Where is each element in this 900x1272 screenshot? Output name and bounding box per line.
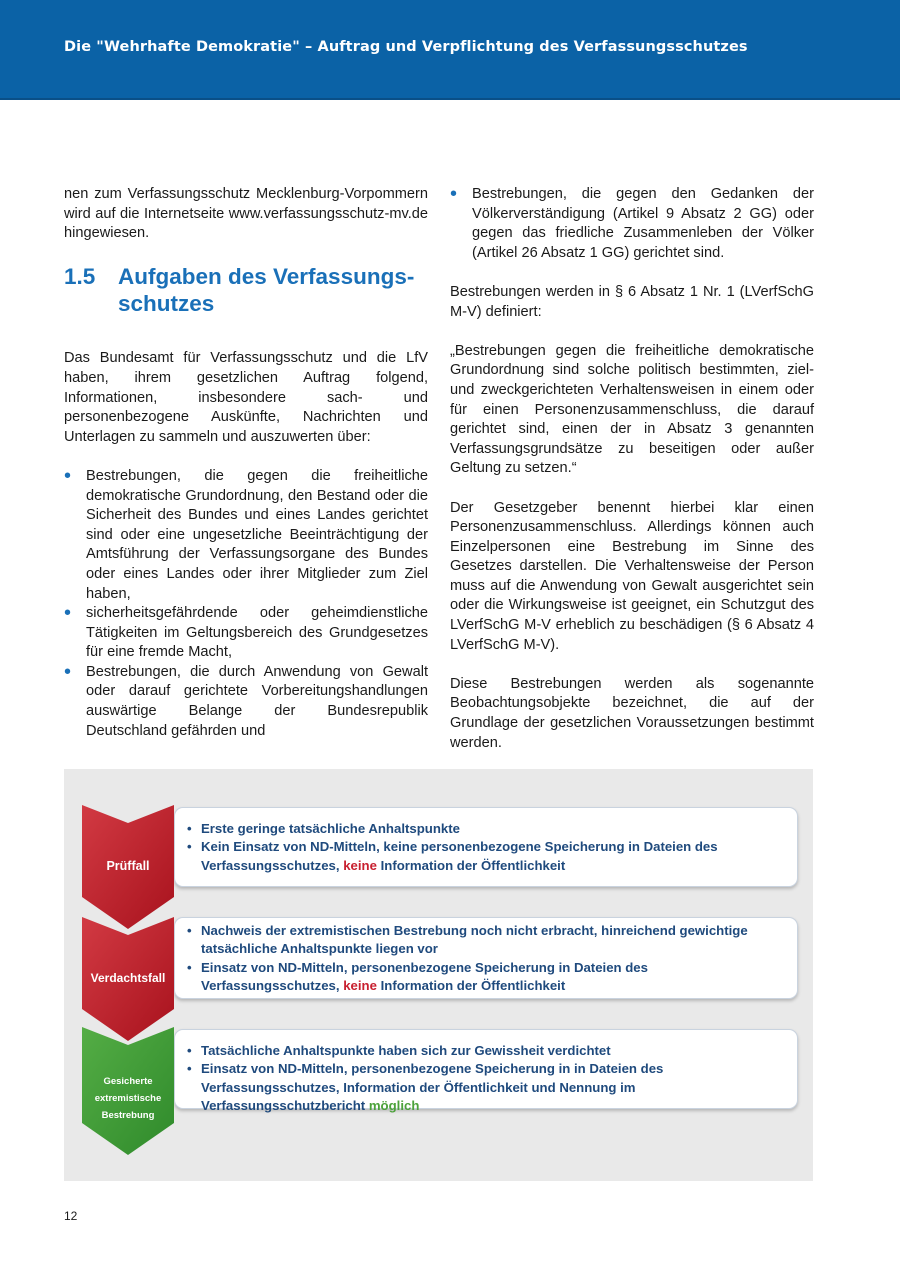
body-paragraph: Bestrebungen werden in § 6 Absatz 1 Nr. 1 (LVerfSchG M-V) definiert: xyxy=(450,283,814,320)
stage-point: • Nachweis der extremistischen Bestrebung noch nicht erbracht, hinreichend gewichtige tatsächliche Anhaltspunkte liegen vor xyxy=(187,922,785,959)
header-bar xyxy=(0,0,900,100)
stage-point: • Erste geringe tatsächliche Anhaltspunkte xyxy=(187,820,785,838)
right-column xyxy=(450,185,814,812)
body-paragraph: Der Gesetzgeber benennt hierbei klar einen Personenzusammenschluss. Allerdings können auch Einzelpersonen eine Bestrebung im Sinne des Gesetzes darstellen. Die Verhaltensweise der Person muss auf die Anwendung von Gewalt ausgerichtet sein oder die Wirkungsweise ist geeignet, ein Schutzgut des LVerfSchG M-V erheblich zu beschädigen (§ 6 Absatz 4 LVerfSchG M-V). xyxy=(450,499,814,653)
chevron-verdachtsfall xyxy=(82,917,174,1041)
bullet-item: • sicherheitsgefährdende oder geheimdienstliche Tätigkeiten im Geltungsbereich des Grundgesetzes für eine fremde Macht, xyxy=(64,604,428,663)
bullet-item: • Bestrebungen, die gegen die freiheitliche demokratische Grundordnung, den Bestand oder die Sicherheit des Bundes und eines Landes gerichtet sind oder eine ungesetzliche Beeinträchtigung der Amtsführung der Verfassungsorgane des Bundes oder eines Landes oder ihrer Mitglieder zum Ziel haben, xyxy=(64,467,428,604)
chevron-prueffall xyxy=(82,805,174,929)
stage-box-gesichert xyxy=(174,1029,798,1114)
highlight-keine: keine xyxy=(343,857,377,873)
body-paragraph: Diese Bestrebungen werden als sogenannte Beobachtungsobjekte bezeichnet, die auf der Grundlage der gesetzlichen Voraussetzungen bestimmt werden. xyxy=(450,675,814,751)
stage-point: • Einsatz von ND-Mitteln, personenbezogene Speicherung in Dateien des Verfassungsschutzes, keine Information der Öffentlichkeit xyxy=(187,959,785,996)
highlight-keine: keine xyxy=(343,978,377,994)
stage-label: Verdachtsfall xyxy=(90,971,166,985)
quote-paragraph: „Bestrebungen gegen die freiheitliche demokratische Grundordnung sind solche politisch bestimmten, ziel- und zweckgerichteten Verhaltensweisen in einem oder für einen Personenzusammenschluss, die darauf gerichtet sind, einen der in Absatz 3 genannten Verfassungsgrundsätze zu beseitigen oder außer Geltung zu setzen.“ xyxy=(450,342,814,477)
intro-paragraph: nen zum Verfassungsschutz Mecklenburg-Vorpommern wird auf die Internetseite www.verfassungsschutz-mv.de hingewiesen. xyxy=(64,186,428,242)
highlight-moeglich: möglich xyxy=(368,1098,420,1114)
classification-figure xyxy=(64,769,813,1181)
stage-box-verdachtsfall xyxy=(174,917,798,999)
chevron-gesichert xyxy=(82,1027,174,1155)
left-column xyxy=(64,185,428,761)
bullet-list xyxy=(64,467,428,741)
bullet-list xyxy=(450,185,814,263)
body-paragraph: Das Bundesamt für Verfassungsschutz und die LfV haben, ihrem gesetzlichen Auftrag folgend, Informationen, insbesondere sach- und personenbezogene Auskünfte, Nachrichten und Unterlagen zu sammeln und auszuwerten über: xyxy=(64,350,428,445)
stage-label: Gesicherte extremistische Bestrebung xyxy=(94,1076,162,1121)
page-number: 12 xyxy=(64,1209,78,1223)
bullet-item: • Bestrebungen, die gegen den Gedanken der Völkerverständigung (Artikel 9 Absatz 2 GG) oder gegen das friedliche Zusammenleben der Völker (Artikel 26 Absatz 1 GG) gerichtet sind. xyxy=(450,185,814,263)
section-title: Aufgaben des Verfassungsschutzes xyxy=(118,264,415,317)
stage-box-prueffall xyxy=(174,807,798,887)
bullet-item: • Bestrebungen, die durch Anwendung von Gewalt oder darauf gerichtete Vorbereitungshandlungen auswärtige Belange der Bundesrepublik Deutschland gefährden und xyxy=(64,663,428,741)
stage-point: • Kein Einsatz von ND-Mitteln, keine personenbezogene Speicherung in Dateien des Verfassungsschutzes, keine Information der Öffentlichkeit xyxy=(187,838,785,875)
section-heading xyxy=(64,263,428,317)
stage-point: • Tatsächliche Anhaltspunkte haben sich zur Gewissheit verdichtet xyxy=(187,1042,785,1060)
stage-point: • Einsatz von ND-Mitteln, personenbezogene Speicherung in in Dateien des Verfassungsschutzes, Information der Öffentlichkeit und Nennung im Verfassungsschutzbericht möglich xyxy=(187,1060,785,1115)
stage-label: Prüffall xyxy=(106,859,150,873)
section-number: 1.5 xyxy=(64,264,96,290)
running-header-title: Die "Wehrhafte Demokratie" – Auftrag und Verpflichtung des Verfassungsschutzes xyxy=(64,39,748,55)
